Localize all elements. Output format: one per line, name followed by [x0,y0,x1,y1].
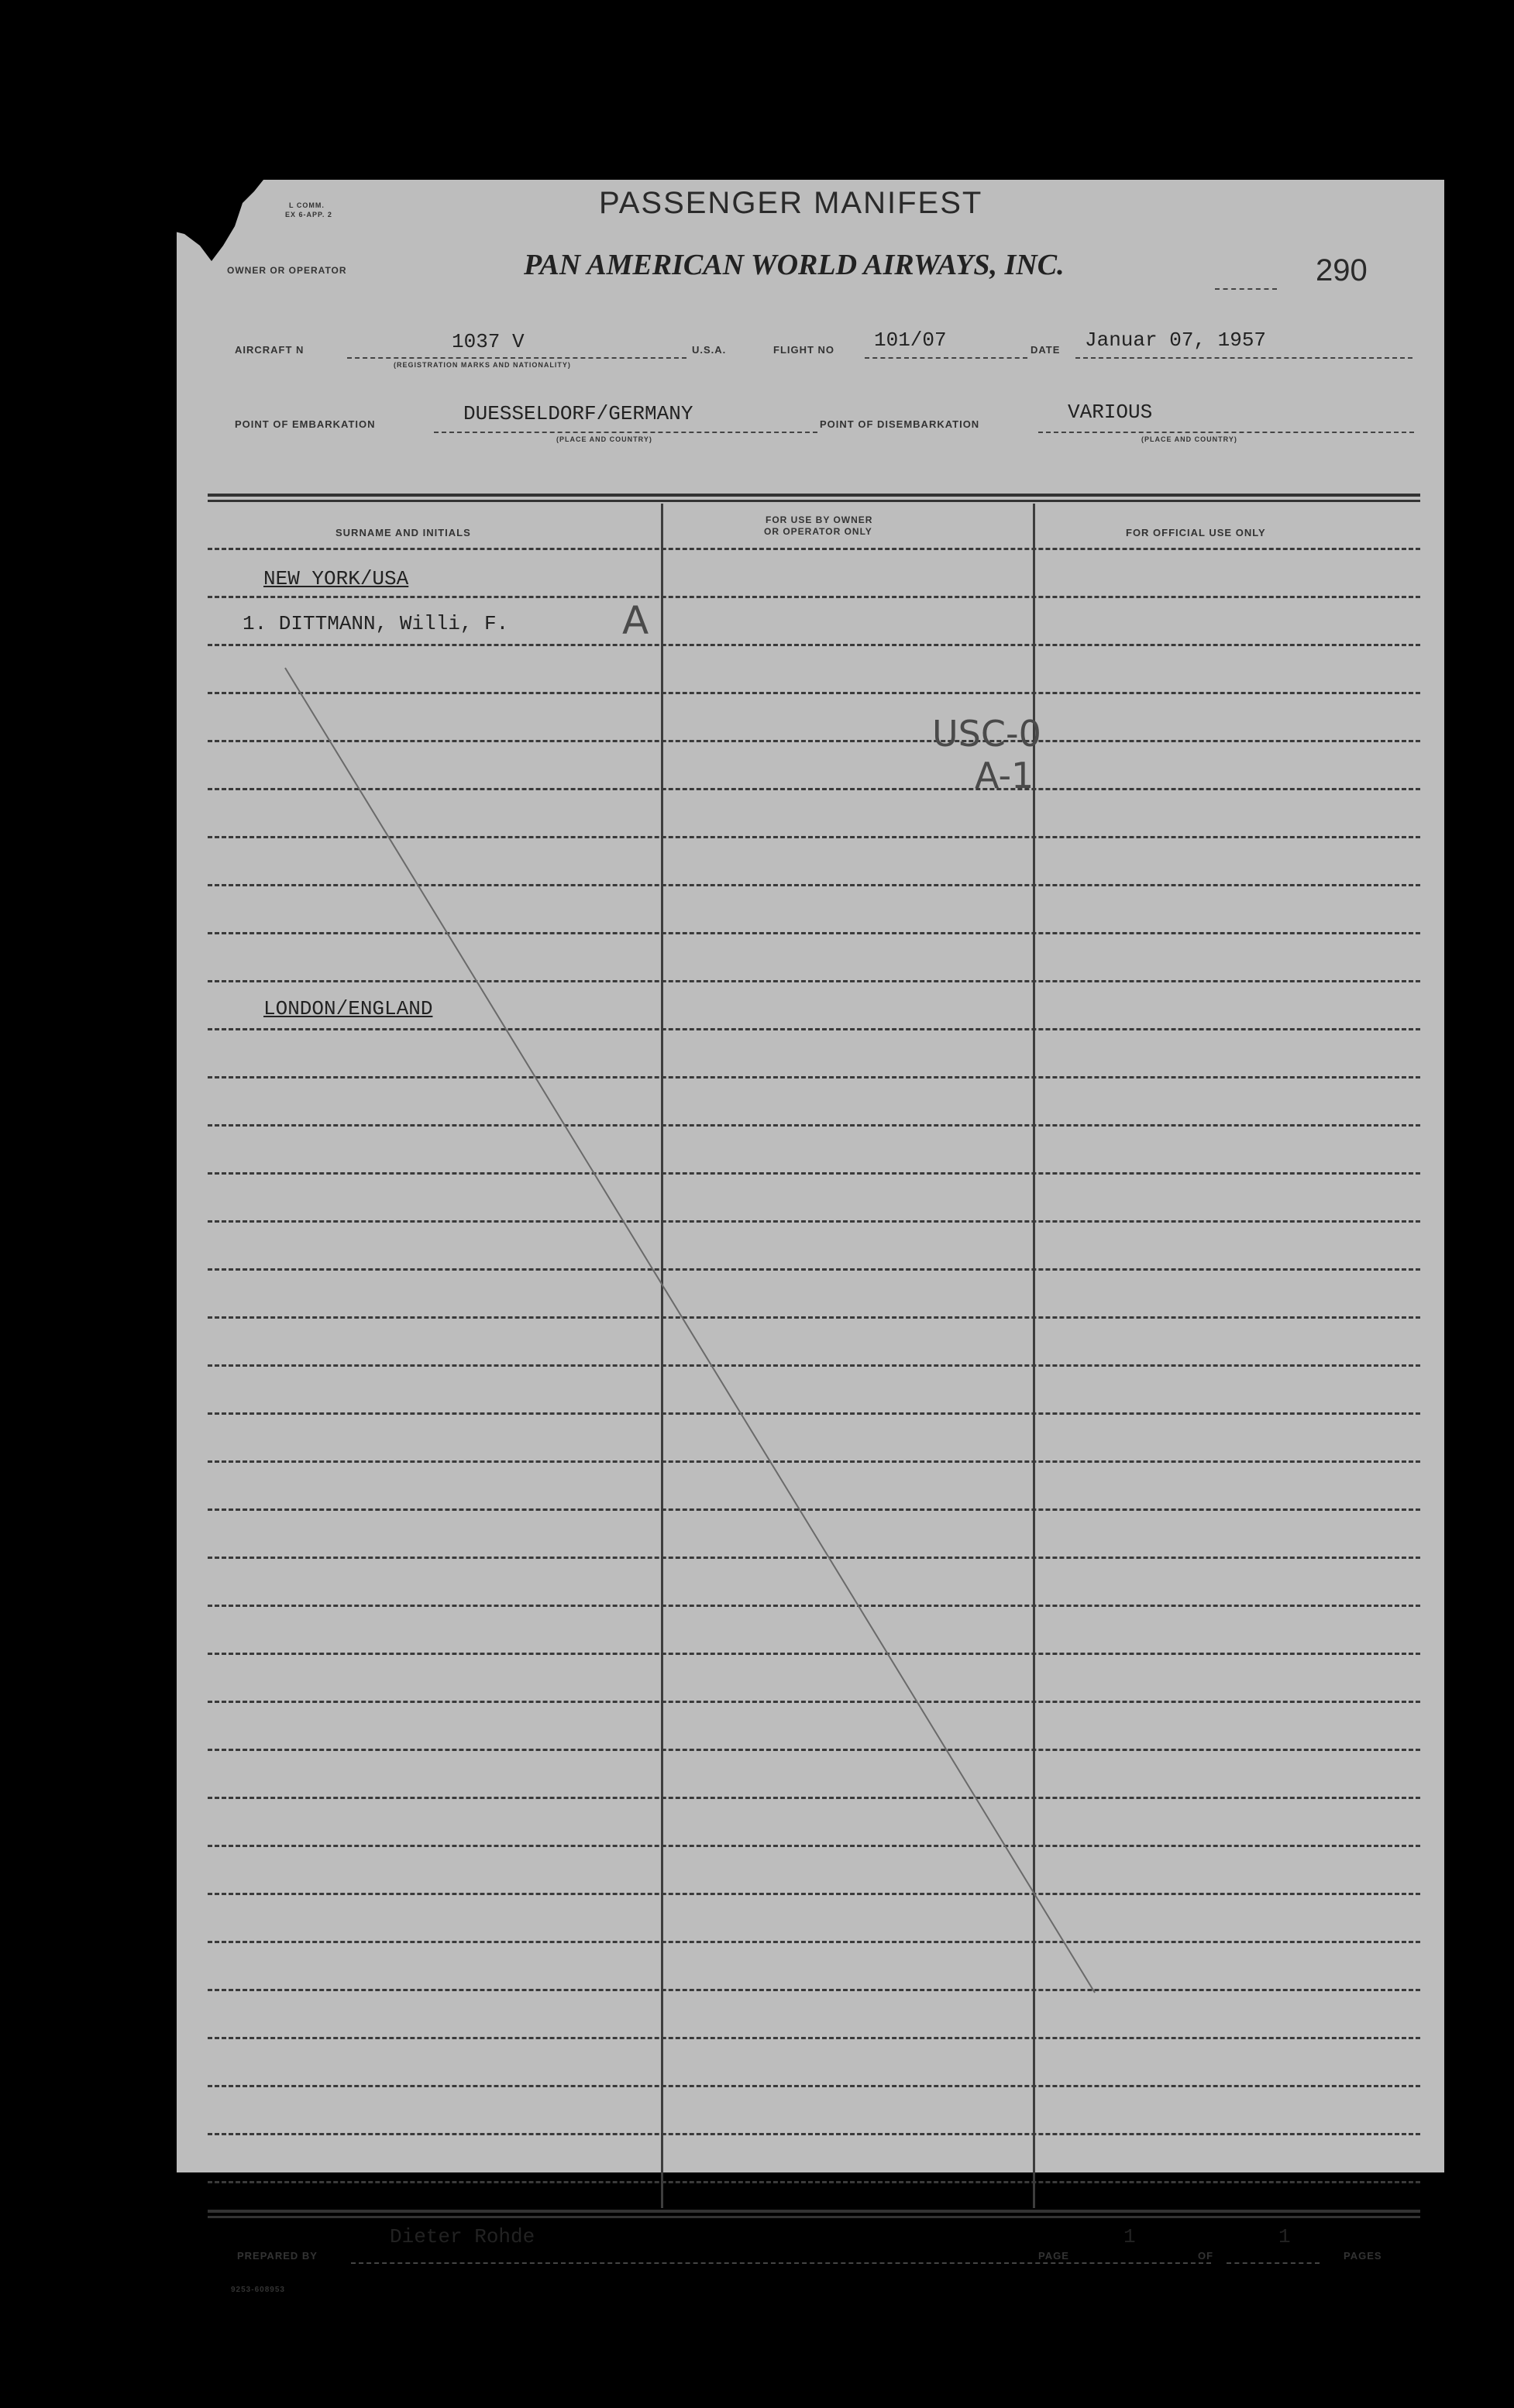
place-note-disembarkation: (PLACE AND COUNTRY) [1141,435,1237,443]
disembarkation-label: POINT OF DISEMBARKATION [820,418,980,430]
embarkation-value: DUESSELDORF/GERMANY [463,402,693,425]
flight-value: 101/07 [874,329,947,352]
column-header-surname: SURNAME AND INITIALS [335,527,471,538]
registration-note: (REGISTRATION MARKS AND NATIONALITY) [394,361,571,369]
aircraft-label: AIRCRAFT N [235,344,305,356]
date-label: DATE [1031,344,1061,356]
owner-label: OWNER OR OPERATOR [227,265,347,276]
page-value: 1 [1123,2225,1136,2248]
date-value: Januar 07, 1957 [1085,329,1267,352]
pages-label: PAGES [1344,2250,1382,2262]
official-annotation-line2: A-1 [975,755,1034,796]
prepared-by-rule [351,2262,1211,2264]
table-bottom-rule-2 [208,2216,1420,2218]
destination-heading-2: LONDON/ENGLAND [263,997,433,1020]
company-name: PAN AMERICAN WORLD AIRWAYS, INC. [524,249,1065,281]
prepared-by-value: Dieter Rohde [390,2225,535,2248]
column-header-owner-line1: FOR USE BY OWNER [766,514,873,525]
column-header-official: FOR OFFICIAL USE ONLY [1126,527,1266,538]
of-pages-value: 1 [1278,2225,1291,2248]
of-pages-rule [1227,2262,1320,2264]
form-corner-line2: EX 6-APP. 2 [285,211,332,218]
usa-label: U.S.A. [692,344,727,356]
page-number: 290 [1316,253,1368,287]
place-note-embarkation: (PLACE AND COUNTRY) [556,435,652,443]
table-bottom-rule [208,2210,1420,2213]
disembarkation-value: VARIOUS [1068,401,1153,424]
flight-label: FLIGHT NO [773,344,835,356]
embarkation-label: POINT OF EMBARKATION [235,418,376,430]
page-label: PAGE [1038,2250,1069,2262]
page-title: PASSENGER MANIFEST [599,186,983,220]
of-label: OF [1198,2250,1214,2262]
passenger-1-handwritten-mark: A [622,598,649,643]
row-rule [208,2181,1420,2183]
form-corner-line1: L COMM. [289,201,325,209]
manifest-page [177,180,1444,2294]
pencil-stroke [177,180,1444,2172]
column-header-owner-line2: OR OPERATOR ONLY [764,526,872,537]
form-code: 9253-608953 [231,2286,285,2294]
official-annotation-line1: USC-0 [932,713,1041,755]
aircraft-value: 1037 V [452,330,525,353]
passenger-row-1: 1. DITTMANN, Willi, F. [243,612,509,635]
destination-heading-1: NEW YORK/USA [263,567,409,590]
prepared-by-label: PREPARED BY [237,2250,318,2262]
